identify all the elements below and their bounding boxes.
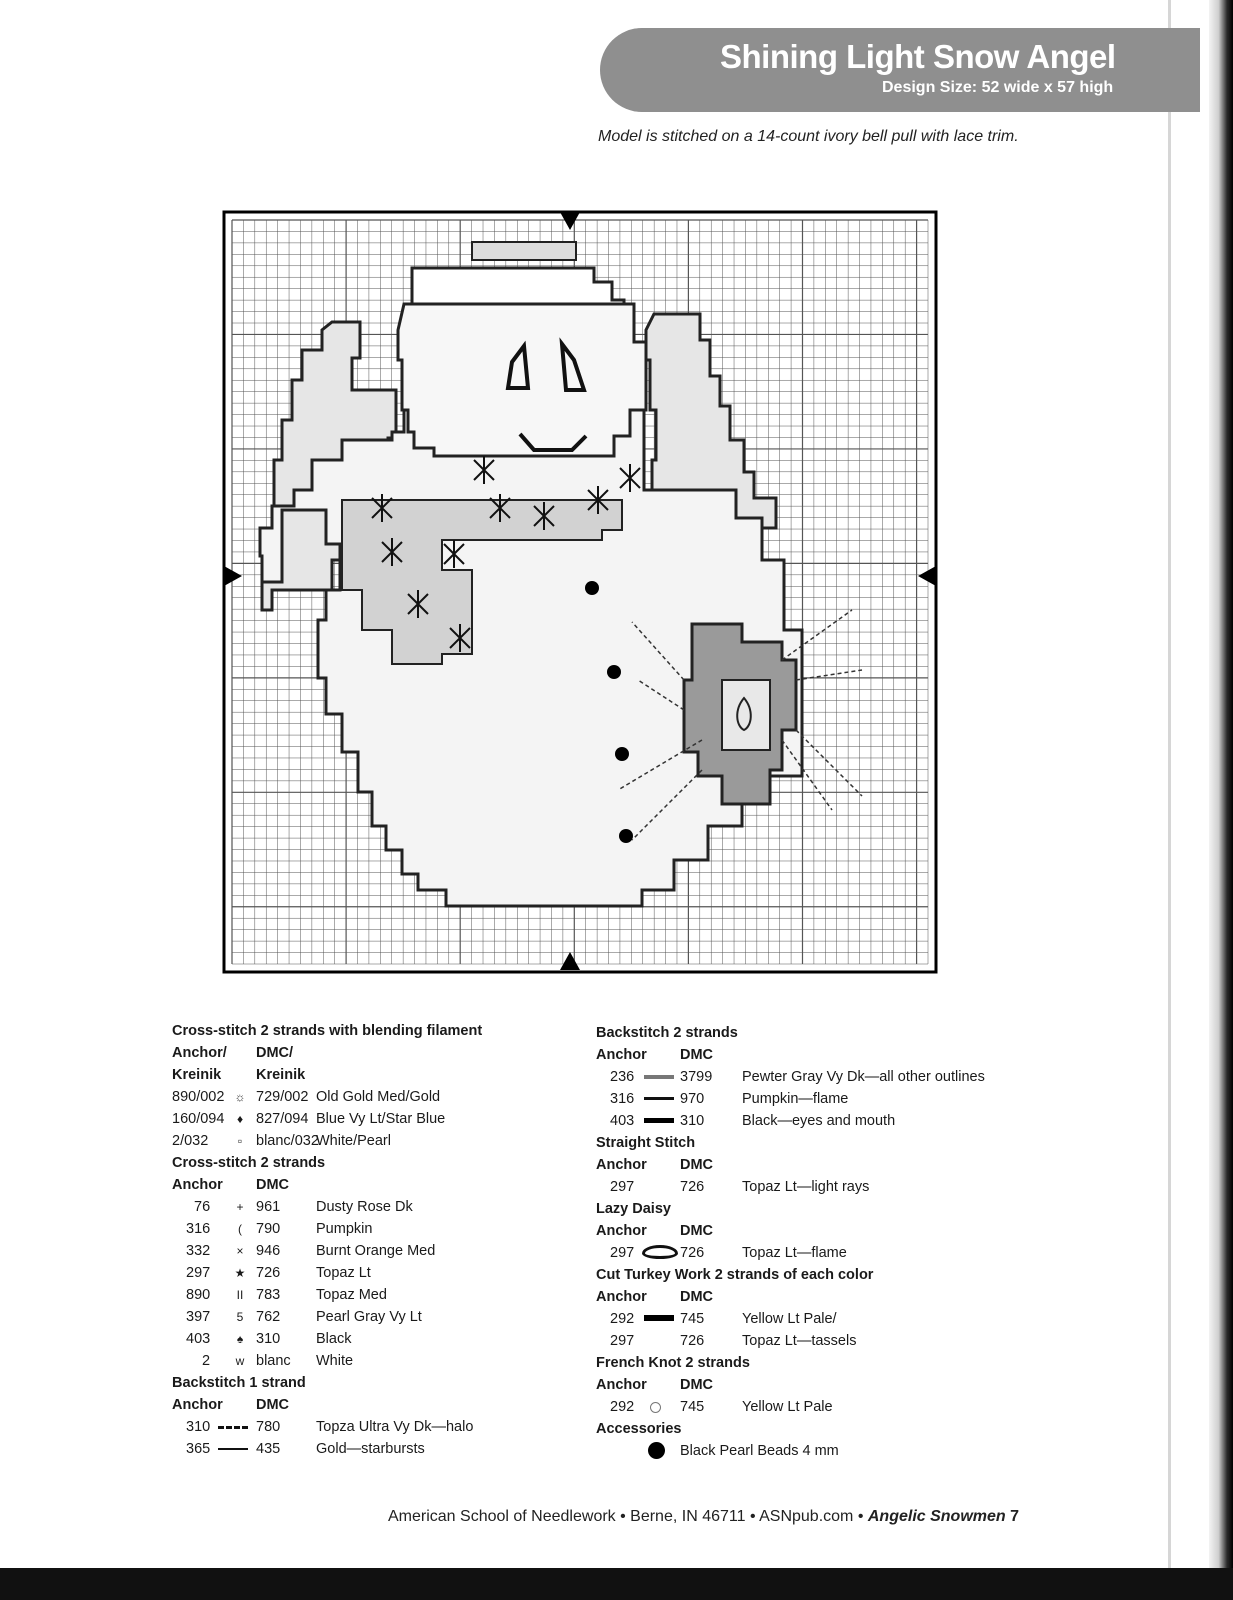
snowman-head [398,304,646,456]
page-title: Shining Light Snow Angel [720,38,1116,75]
col-dmc: DMC [256,1177,290,1193]
symbol: II [236,1288,244,1302]
col-anchor: Anchor [172,1177,223,1193]
book-binding [1209,0,1233,1568]
french-knot-icon [650,1402,661,1413]
turkey-work-icon [644,1315,674,1321]
symbol: w [235,1354,245,1368]
key-heading: French Knot 2 strands [596,1355,750,1371]
key-heading: Cross-stitch 2 strands with blending filament [172,1023,483,1039]
key-row: 403 ♠ 310 Black [172,1328,572,1350]
key-row: 297 726 Topaz Lt—flame [610,1245,847,1261]
key-heading: Accessories [596,1421,682,1437]
col-anchor: Kreinik [172,1067,222,1083]
color-key-left [172,1020,572,1460]
symbol: ( [238,1222,242,1236]
key-row: 76 + 961 Dusty Rose Dk [172,1196,572,1218]
key-row: Black Pearl Beads 4 mm [596,1440,1066,1462]
backstitch-dashed-icon [218,1426,248,1429]
key-row: 316 970 Pumpkin—flame [610,1091,849,1107]
key-row: 236 3799 Pewter Gray Vy Dk—all other outlines [610,1069,985,1085]
key-heading: Straight Stitch [596,1135,696,1151]
key-heading: Lazy Daisy [596,1201,671,1217]
key-heading: Backstitch 2 strands [596,1025,738,1041]
key-row: 316 ( 790 Pumpkin [172,1218,572,1240]
key-row: 2 w blanc White [172,1350,572,1372]
color-key-right: Backstitch 2 strands Anchor DMC 236 3799 Pewter Gray Vy Dk—all other outlines 316 970 Pumpkin—flame 403 310 Black—eyes and mouth Straight Stitch Anchor DMC 297 726 Topaz Lt—light rays Lazy Daisy Anchor DMC 297 726 Topaz Lt—flame Cut Turkey Work 2 strands of each color Anchor DMC 292 745 Yellow Lt Pale/ 297 726 Topaz Lt—tassels French Knot 2 strands Anchor DMC 292 745 Yellow Lt Pale Accessories Black Pearl Beads 4 mm [596,1022,1066,1462]
col-anchor: Anchor/ [172,1045,227,1061]
symbol: × [236,1244,244,1258]
symbol: 5 [236,1310,244,1324]
backstitch-line-icon [218,1448,248,1450]
key-row: 890/002 ☼ 729/002 Old Gold Med/Gold [172,1086,572,1108]
col-dmc: Kreinik [256,1067,306,1083]
page-footer [388,1508,1019,1526]
col-anchor: Anchor [172,1397,223,1413]
lazy-daisy-icon [642,1245,678,1259]
key-row: 890 II 783 Topaz Med [172,1284,572,1306]
symbol: ▫ [237,1134,243,1148]
design-size: Design Size: 52 wide x 57 high [882,79,1114,96]
symbol: ♠ [236,1332,244,1346]
bead-icon [648,1442,665,1459]
symbol: ☼ [234,1090,246,1104]
cross-stitch-chart [222,210,938,974]
backstitch-gray-icon [644,1075,674,1079]
key-row: 297 ★ 726 Topaz Lt [172,1262,572,1284]
model-note: Model is stitched on a 14-count ivory bell pull with lace trim. [598,128,1019,145]
key-row: 365 435 Gold—starbursts [186,1441,425,1457]
book-title: Angelic Snowmen [867,1508,1006,1525]
key-row: 403 310 Black—eyes and mouth [610,1113,896,1129]
backstitch-thick-icon [644,1118,674,1123]
key-row: 2/032 ▫ blanc/032 White/Pearl [172,1130,572,1152]
backstitch-line-icon [644,1097,674,1100]
page-edge [1168,0,1171,1568]
key-heading: Backstitch 1 strand [172,1375,306,1391]
key-heading: Cut Turkey Work 2 strands of each color [596,1267,874,1283]
col-dmc: DMC [256,1397,290,1413]
key-row: 160/094 ♦ 827/094 Blue Vy Lt/Star Blue [172,1108,572,1130]
bead [615,747,629,761]
halo-top [472,242,576,260]
symbol: + [236,1200,244,1214]
key-row: 292 745 Yellow Lt Pale/ [610,1311,837,1327]
lantern-window [722,680,770,750]
key-row: 297 726 Topaz Lt—tassels [610,1333,857,1349]
col-dmc: DMC/ [256,1045,294,1061]
key-row: 332 × 946 Burnt Orange Med [172,1240,572,1262]
key-row: 297 726 Topaz Lt—light rays [610,1179,870,1195]
bead [619,829,633,843]
key-heading: Cross-stitch 2 strands [172,1155,326,1171]
symbol: ★ [234,1266,246,1280]
bead [585,581,599,595]
symbol: ♦ [236,1112,244,1126]
publisher-info: American School of Needlework • Berne, IN 46711 • ASNpub.com • [388,1508,864,1525]
bead [607,665,621,679]
scan-bottom-edge [0,1568,1233,1600]
key-row: 397 5 762 Pearl Gray Vy Lt [172,1306,572,1328]
page-number: 7 [1010,1508,1020,1525]
key-row: 292 745 Yellow Lt Pale [610,1399,833,1415]
key-row: 310 780 Topza Ultra Vy Dk—halo [186,1419,474,1435]
